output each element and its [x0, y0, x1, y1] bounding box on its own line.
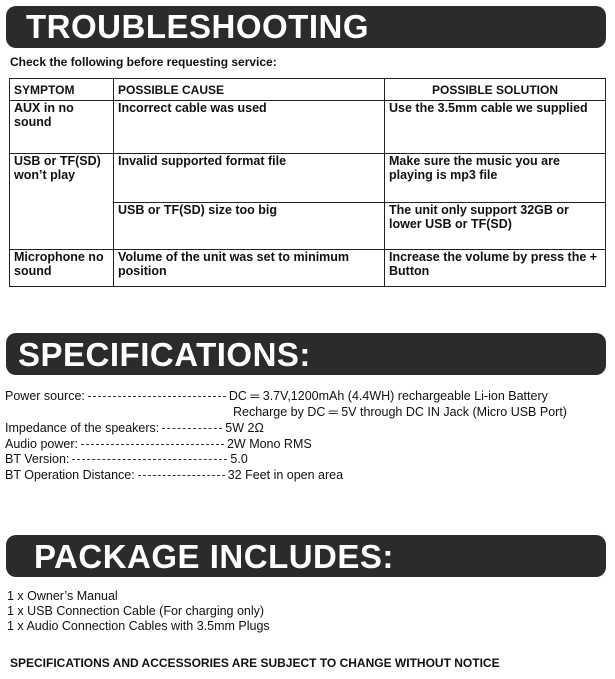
troubleshooting-intro: Check the following before requesting service: [10, 55, 277, 69]
troubleshooting-banner [6, 6, 606, 48]
dash-leader [72, 459, 227, 460]
spec-row-recharge [233, 405, 567, 419]
package-item: 1 x USB Connection Cable (For charging only) [7, 604, 265, 618]
cause-cell: Incorrect cable was used [114, 101, 385, 154]
cause-cell: Volume of the unit was set to minimum position [114, 250, 385, 287]
header-symptom: SYMPTOM [10, 79, 114, 101]
header-solution: POSSIBLE SOLUTION [385, 79, 606, 101]
spec-row-bt-distance [5, 468, 343, 482]
package-title: PACKAGE INCLUDES: [34, 538, 394, 575]
solution-cell: The unit only support 32GB or lower USB or TF(SD) [385, 203, 606, 250]
cause-cell: USB or TF(SD) size too big [114, 203, 385, 250]
spec-row-bt-version [5, 452, 248, 466]
spec-value: Recharge by DC ═ 5V through DC IN Jack (Micro USB Port) [233, 405, 567, 419]
dash-leader [81, 444, 224, 445]
spec-value: DC ═ 3.7V,1200mAh (4.4WH) rechargeable Li-ion Battery [228, 389, 548, 403]
troubleshooting-title: TROUBLESHOOTING [26, 8, 369, 45]
spec-label: BT Version: [5, 452, 70, 466]
spec-value: 2W Mono RMS [226, 437, 312, 451]
troubleshooting-table [9, 78, 606, 287]
dash-leader [162, 428, 222, 429]
specifications-title: SPECIFICATIONS: [18, 336, 311, 373]
spec-value: 32 Feet in open area [227, 468, 344, 482]
symptom-cell: AUX in no sound [10, 101, 114, 154]
spec-value: 5.0 [230, 452, 248, 466]
cause-cell: Invalid supported format file [114, 154, 385, 203]
solution-cell: Use the 3.5mm cable we supplied [385, 101, 606, 154]
package-item: 1 x Owner’s Manual [7, 589, 118, 603]
spec-row-power [5, 389, 548, 403]
solution-cell: Make sure the music you are playing is mp3 file [385, 154, 606, 203]
spec-value: 5W 2Ω [225, 421, 264, 435]
dash-leader [138, 475, 225, 476]
spec-row-impedance [5, 421, 264, 435]
table-row [10, 250, 606, 287]
specifications-banner [6, 333, 606, 375]
spec-label: Impedance of the speakers: [5, 421, 160, 435]
spec-label: Audio power: [5, 437, 78, 451]
dash-leader [88, 396, 226, 397]
spec-label: Power source: [5, 389, 85, 403]
table-row [10, 101, 606, 154]
table-header-row [10, 79, 606, 101]
package-item: 1 x Audio Connection Cables with 3.5mm Plugs [7, 619, 270, 633]
table-row [10, 154, 606, 203]
change-notice: SPECIFICATIONS AND ACCESSORIES ARE SUBJECT TO CHANGE WITHOUT NOTICE [10, 656, 500, 670]
symptom-cell: USB or TF(SD) won’t play [10, 154, 114, 250]
header-cause: POSSIBLE CAUSE [114, 79, 385, 101]
spec-row-audio-power [5, 437, 312, 451]
spec-label: BT Operation Distance: [5, 468, 135, 482]
symptom-cell: Microphone no sound [10, 250, 114, 287]
package-banner [6, 535, 606, 577]
solution-cell: Increase the volume by press the + Button [385, 250, 606, 287]
